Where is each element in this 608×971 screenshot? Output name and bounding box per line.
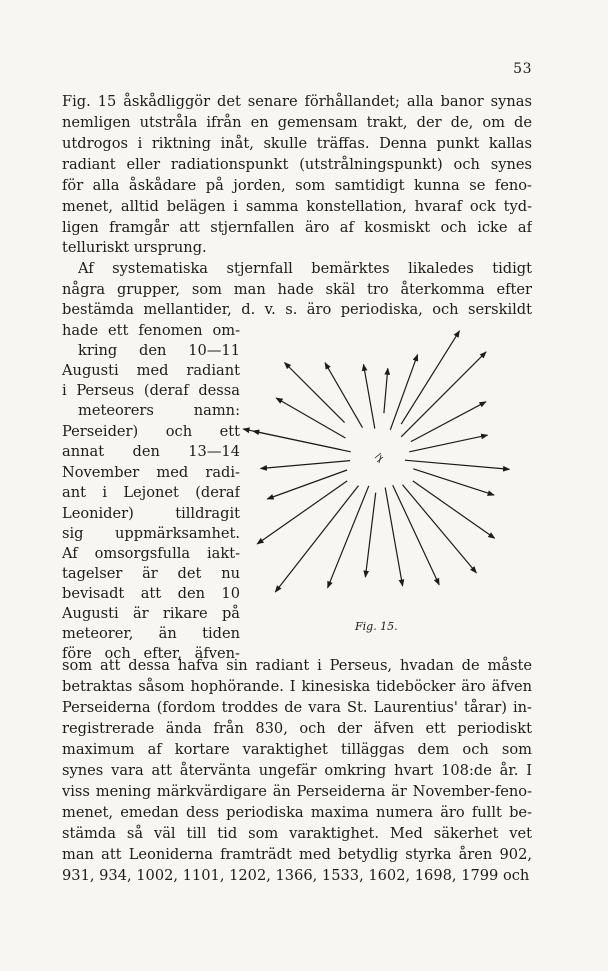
text-line: 931, 934, 1002, 1101, 1202, 1366, 1533, 1602, 1698, 1799 och	[62, 867, 530, 884]
text-line: Perseiderna (fordom troddes de vara St. Laurentius' tårar) in-	[62, 699, 532, 716]
meteor-track	[405, 460, 510, 469]
text-line: menet, alltid belägen i samma konstellation, hvaraf ock tyd-	[62, 198, 532, 215]
text-line: Af systematiska stjernfall bemärktes likaledes tidigt	[78, 260, 532, 277]
text-line: radiant eller radiationspunkt (utstrålningspunkt) och synes	[62, 156, 532, 173]
text-line: man att Leoniderna framträdt med betydlig styrka åren 902,	[62, 846, 532, 863]
radiant-figure	[240, 328, 532, 628]
text-line: stämda så väl till tid som varaktighet. Med säkerhet vet	[62, 825, 532, 842]
text-line: nemligen utstråla ifrån en gemensam trakt, der de, om de	[62, 114, 532, 131]
meteor-track	[409, 435, 487, 452]
text-line: betraktas såsom hophörande. I kinesiska tideböcker äro äfven	[62, 678, 532, 695]
text-line: meteorer, än tiden	[62, 625, 240, 642]
meteor-track	[385, 488, 402, 587]
text-line: sig uppmärksamhet.	[62, 525, 240, 542]
text-line: annat den 13—14	[62, 443, 240, 460]
text-line: som att dessa hafva sin radiant i Perseus, hvadan de måste	[62, 657, 532, 674]
meteor-track	[413, 481, 495, 538]
text-line: Leonider) tilldragit	[62, 505, 240, 522]
meteor-track	[243, 429, 341, 450]
meteor-track	[276, 398, 345, 438]
text-line: bevisadt att den 10	[62, 585, 240, 602]
text-line: Fig. 15 åskådliggör det senare förhållandet; alla banor synas	[62, 93, 532, 110]
text-line: tagelser är det nu	[62, 565, 240, 582]
text-line: maximum af kortare varaktighet tilläggas dem och som	[62, 741, 532, 758]
text-line: Augusti med radiant	[62, 362, 240, 379]
figure-caption: Fig. 15.	[355, 620, 398, 633]
meteor-track	[257, 481, 347, 544]
text-line: utdrogos i riktning inåt, skulle träffas. Denna punkt kallas	[62, 135, 532, 152]
text-line: bestämda mellantider, d. v. s. äro periodiska, och serskildt	[62, 301, 532, 318]
text-line: November med radi-	[62, 464, 240, 481]
meteor-track	[401, 331, 459, 424]
text-line: menet, emedan dess periodiska maxima numera äro fullt be-	[62, 804, 532, 821]
meteor-track	[390, 355, 417, 430]
text-line: telluriskt ursprung.	[62, 239, 207, 256]
meteor-track	[267, 470, 347, 499]
text-line: Augusti är rikare på	[62, 605, 240, 622]
text-line: kring den 10—11	[78, 342, 240, 359]
text-line: ligen framgår att stjernfallen äro af kosmiskt och icke af	[62, 219, 532, 236]
meteor-track	[384, 368, 388, 413]
text-line: i Perseus (deraf dessa	[62, 382, 240, 399]
text-line: Perseider) och ett	[62, 423, 240, 440]
text-line: meteorers namn:	[78, 402, 240, 419]
meteor-track	[365, 493, 375, 577]
meteor-track	[285, 363, 345, 423]
text-line: registrerade ända från 830, och der äfven ett periodiskt	[62, 720, 532, 737]
text-line: hade ett fenomen om-	[62, 322, 240, 339]
meteor-track	[413, 469, 494, 495]
meteor-track	[411, 402, 486, 442]
text-line: Af omsorgsfulla iakt-	[62, 545, 240, 562]
text-line: synes vara att återvänta ungefär omkring hvart 108:de år. I	[62, 762, 532, 779]
text-line: ant i Lejonet (deraf	[62, 484, 240, 501]
text-line: några grupper, som man hade skäl tro återkomma efter	[62, 281, 532, 298]
meteor-track	[364, 364, 375, 428]
text-line: före och efter, äfven-	[62, 645, 240, 662]
text-line: för alla åskådare på jorden, som samtidigt kunna se feno-	[62, 177, 532, 194]
meteor-track	[328, 486, 369, 588]
text-line: viss mening märkvärdigare än Perseiderna är November-feno-	[62, 783, 532, 800]
meteor-track	[261, 461, 351, 469]
meteor-track	[325, 363, 363, 428]
page-number: 53	[513, 61, 532, 77]
